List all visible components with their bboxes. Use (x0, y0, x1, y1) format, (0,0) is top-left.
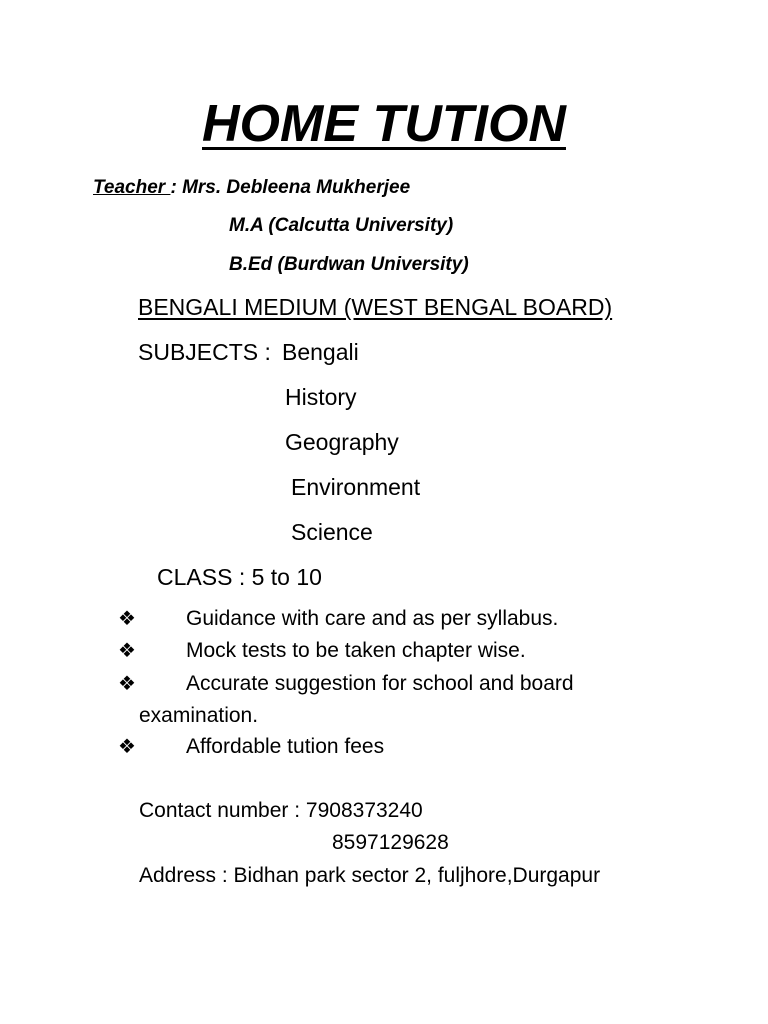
contact-number-primary: 7908373240 (305, 799, 423, 822)
qualification-ma: M.A (Calcutta University) (229, 215, 454, 236)
subject-item: Geography (285, 429, 399, 455)
diamond-bullet-icon: ❖ (118, 736, 136, 758)
diamond-bullet-icon: ❖ (118, 608, 136, 630)
page-title (0, 92, 768, 156)
subject-item: Science (291, 519, 373, 545)
teacher-line (93, 176, 410, 200)
contact-label: Contact number : (139, 799, 306, 822)
subject-item: Bengali (282, 339, 359, 365)
diamond-bullet-icon: ❖ (118, 673, 136, 695)
qualification-bed: B.Ed (Burdwan University) (229, 254, 469, 275)
teacher-separator: : (170, 177, 183, 198)
bullet-item: Affordable tution fees (186, 735, 385, 758)
subject-item: History (285, 384, 357, 410)
class-range: CLASS : 5 to 10 (157, 564, 322, 590)
contact-number-secondary: 8597129628 (332, 831, 449, 854)
subjects-label: SUBJECTS : (138, 339, 271, 365)
medium-heading: BENGALI MEDIUM (WEST BENGAL BOARD) (138, 294, 613, 320)
teacher-label: Teacher (93, 177, 171, 198)
title-text: HOME TUTION (202, 95, 566, 153)
address-line: Address : Bidhan park sector 2, fuljhore,Durgapur (139, 864, 601, 887)
contact-line (139, 798, 423, 824)
bullet-item: Accurate suggestion for school and board (186, 672, 574, 695)
bullet-continuation: examination. (139, 704, 259, 727)
teacher-name: Mrs. Debleena Mukherjee (182, 177, 411, 198)
diamond-bullet-icon: ❖ (118, 640, 136, 662)
bullet-item: Mock tests to be taken chapter wise. (186, 639, 526, 662)
bullet-item: Guidance with care and as per syllabus. (186, 607, 559, 630)
subject-item: Environment (291, 474, 421, 500)
